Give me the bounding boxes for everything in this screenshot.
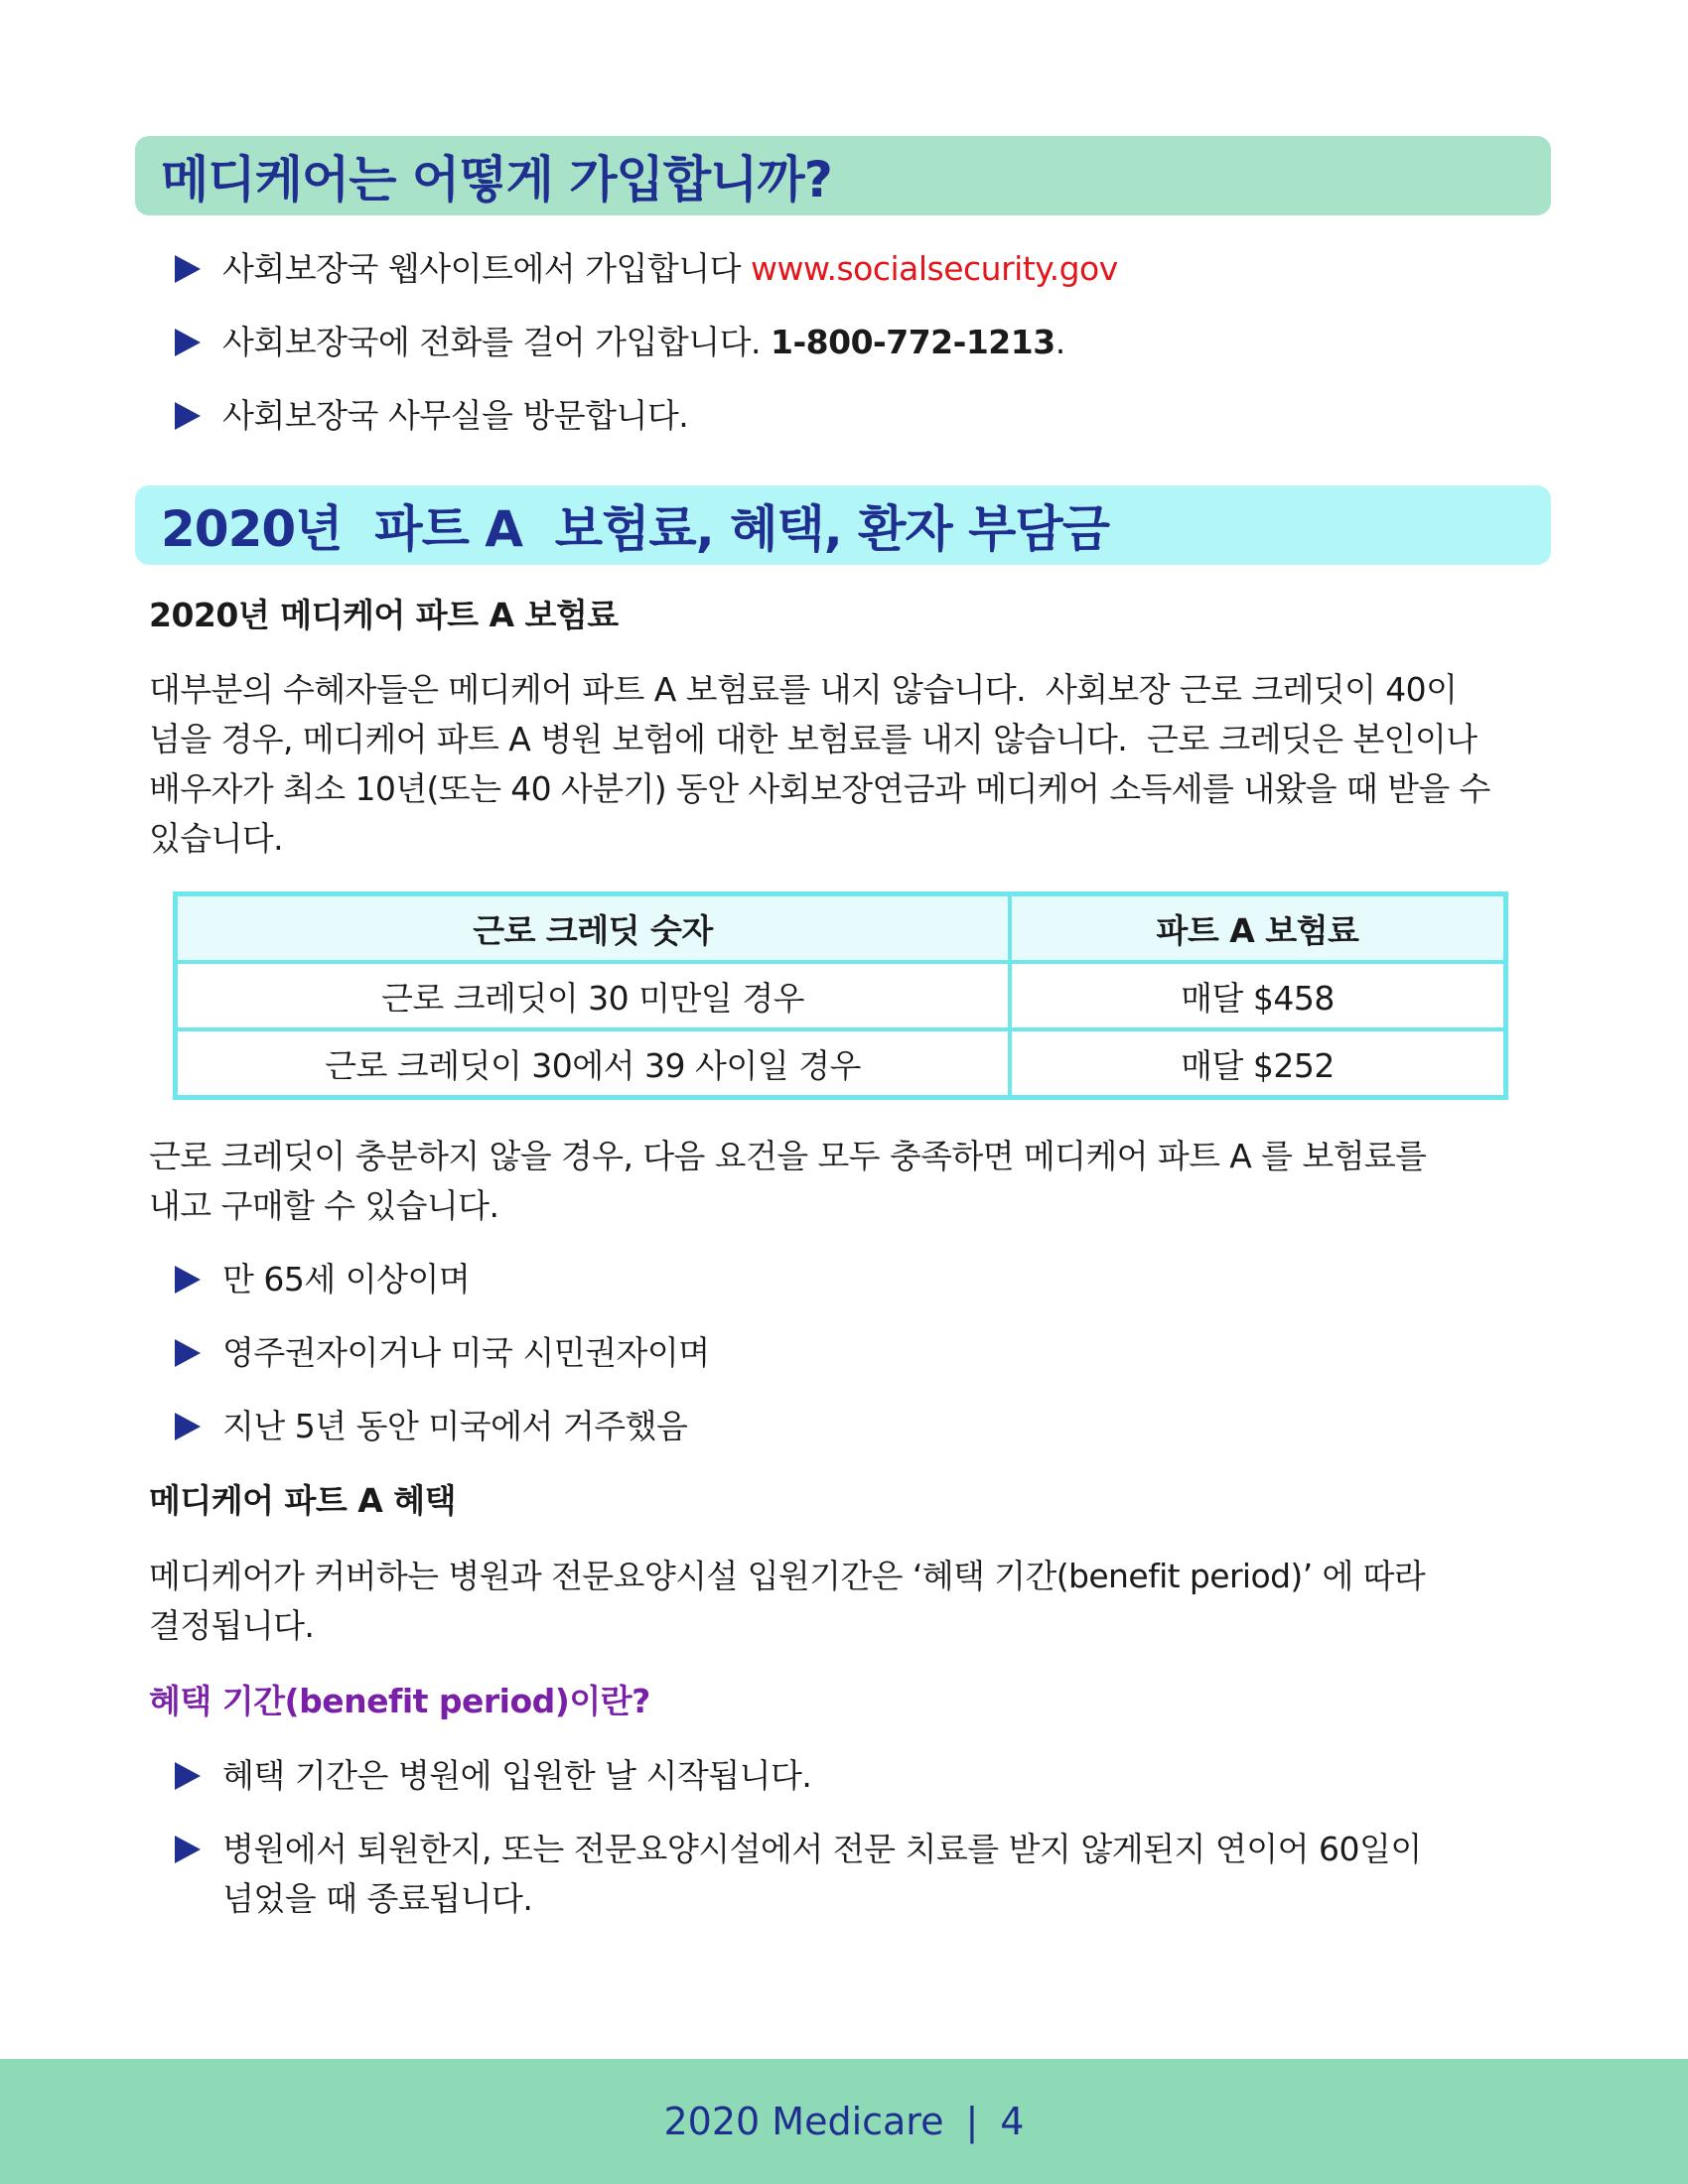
benefit-period-heading: 혜택 기간(benefit period)이란?: [149, 1682, 650, 1720]
table-cell-premium: 매달 $252: [1010, 1029, 1506, 1098]
triangle-bullet-icon: [175, 1413, 201, 1440]
enroll-item-website: [175, 244, 1118, 294]
enroll-title: 메디케어는 어떻게 가입합니까?: [161, 151, 832, 208]
benefit-period-item-end: [175, 1825, 1422, 1924]
buy-in-paragraph-line: 내고 구매할 수 있습니다.: [149, 1186, 499, 1225]
triangle-bullet-icon: [175, 1266, 201, 1294]
requirement-item-residency: [175, 1328, 710, 1378]
premium-paragraph-line: 대부분의 수혜자들은 메디케어 파트 A 보험료를 내지 않습니다. 사회보장 근로 크레딧이 40이: [149, 670, 1458, 709]
table-cell-credits: 근로 크레딧이 30에서 39 사이일 경우: [176, 1029, 1011, 1098]
requirement-item-age: [175, 1255, 470, 1304]
buy-in-paragraph-line: 근로 크레딧이 충분하지 않을 경우, 다음 요건을 모두 충족하면 메디케어 파트 A 를 보험료를: [149, 1137, 1427, 1175]
enroll-item-text: 사회보장국에 전화를 걸어 가입합니다.: [222, 323, 762, 361]
part-a-title: 2020년 파트 A 보험료, 혜택, 환자 부담금: [161, 500, 1110, 558]
enroll-section-header: [135, 136, 1551, 215]
triangle-bullet-icon: [175, 329, 201, 356]
enroll-item-tail: .: [1055, 323, 1065, 361]
premium-paragraph-line: 배우자가 최소 10년(또는 40 사분기) 동안 사회보장연금과 메디케어 소득세를 내왔을 때 받을 수: [149, 769, 1490, 808]
triangle-bullet-icon: [175, 255, 201, 283]
table-header-credits: 근로 크레딧 숫자: [176, 894, 1011, 963]
premium-table: [173, 891, 1508, 1100]
requirement-text: 영주권자이거나 미국 시민권자이며: [222, 1333, 710, 1372]
requirement-text: 만 65세 이상이며: [222, 1260, 471, 1298]
benefits-heading: 메디케어 파트 A 혜택: [149, 1481, 457, 1520]
requirement-text: 지난 5년 동안 미국에서 거주했음: [222, 1407, 688, 1445]
benefits-paragraph-line: 메디케어가 커버하는 병원과 전문요양시설 입원기간은 ‘혜택 기간(benefit period)’ 에 따라: [149, 1557, 1426, 1595]
social-security-phone-number[interactable]: 1-800-772-1213: [771, 323, 1055, 361]
table-row: [176, 962, 1506, 1029]
part-a-section-header: [135, 485, 1551, 565]
requirement-item-five-years: [175, 1402, 687, 1451]
table-header-row: [176, 894, 1506, 963]
premium-paragraph-line: 있습니다.: [149, 819, 284, 858]
premium-paragraph: [149, 665, 1559, 864]
enroll-item-text: 사회보장국 웹사이트에서 가입합니다: [222, 249, 742, 288]
page-footer: [0, 2059, 1688, 2184]
premium-heading: 2020년 메디케어 파트 A 보험료: [149, 596, 619, 634]
benefit-period-text: 혜택 기간은 병원에 입원한 날 시작됩니다.: [222, 1756, 812, 1795]
footer-label: 2020 Medicare: [663, 2100, 944, 2143]
benefit-period-item-start: [175, 1751, 811, 1801]
triangle-bullet-icon: [175, 1339, 201, 1367]
table-cell-premium: 매달 $458: [1010, 962, 1506, 1029]
triangle-bullet-icon: [175, 1836, 201, 1863]
footer-separator: |: [965, 2100, 979, 2143]
social-security-website-link[interactable]: www.socialsecurity.gov: [751, 249, 1118, 288]
benefit-period-text: 병원에서 퇴원한지, 또는 전문요양시설에서 전문 치료를 받지 않게된지 연이어 60일이: [222, 1830, 1422, 1868]
enroll-item-office: [175, 391, 688, 441]
benefits-paragraph: [149, 1552, 1559, 1651]
table-cell-credits: 근로 크레딧이 30 미만일 경우: [176, 962, 1011, 1029]
benefits-paragraph-line: 결정됩니다.: [149, 1606, 315, 1645]
page-number: 4: [1000, 2100, 1025, 2143]
table-row: [176, 1029, 1506, 1098]
triangle-bullet-icon: [175, 402, 201, 430]
premium-paragraph-line: 넘을 경우, 메디케어 파트 A 병원 보험에 대한 보험료를 내지 않습니다. 근로 크레딧은 본인이나: [149, 720, 1477, 758]
triangle-bullet-icon: [175, 1762, 201, 1790]
table-header-premium: 파트 A 보험료: [1010, 894, 1506, 963]
enroll-item-text: 사회보장국 사무실을 방문합니다.: [222, 396, 689, 435]
enroll-item-phone: [175, 318, 1065, 367]
benefit-period-text: 넘었을 때 종료됩니다.: [222, 1879, 533, 1918]
buy-in-paragraph: [149, 1132, 1559, 1231]
